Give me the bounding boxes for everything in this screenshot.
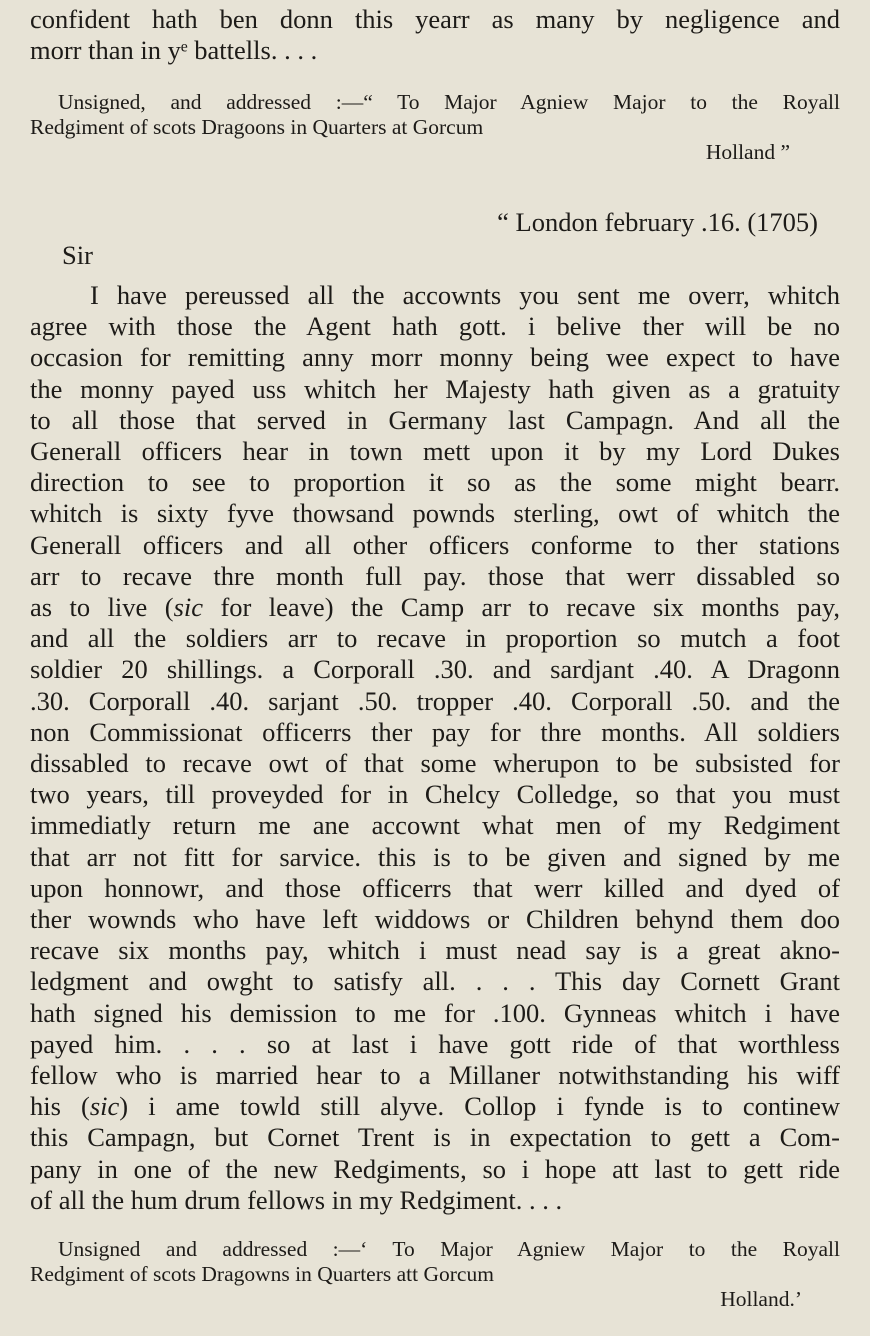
address-line: Unsigned and addressed :—‘ To Major Agniew Major to the Royall (58, 1237, 840, 1261)
body-line: his (sic) i ame towld still alyve. Collop i fynde is to continew (30, 1091, 840, 1122)
body-line: occasion for remitting anny morr monny being wee expect to have (30, 342, 840, 373)
letter-dateline (30, 207, 818, 238)
body-line: dissabled to recave owt of that some wherupon to be subsisted for (30, 748, 840, 779)
address-note-2 (30, 1237, 840, 1312)
body-line: Generall officers and all other officers conforme to ther stations (30, 529, 840, 560)
text-line: confident hath ben donn this yearr as many by negligence and (30, 4, 840, 34)
body-line: whitch is sixty fyve thowsand pownds sterling, owt of whitch the (30, 498, 840, 529)
body-line: the monny payed uss whitch her Majesty hath given as a gratuity (30, 373, 840, 404)
body-line: this Campagn, but Cornet Trent is in expectation to gett a Com- (30, 1122, 840, 1153)
opening-paragraph (30, 4, 840, 66)
address-line: Unsigned, and addressed :—“ To Major Agniew Major to the Royall (58, 90, 840, 114)
body-line: soldier 20 shillings. a Corporall .30. and sardjant .40. A Dragonn (30, 654, 840, 685)
body-line: non Commissionat officerrs ther pay for thre months. All soldiers (30, 716, 840, 747)
text-line: morr than in yᵉ battells. . . . (30, 35, 318, 66)
body-line: and all the soldiers arr to recave in proportion so mutch a foot (30, 623, 840, 654)
body-line: to all those that served in Germany last Campagn. And all the (30, 404, 840, 435)
address-line: Redgiment of scots Dragoons in Quarters at Gorcum (30, 115, 484, 139)
body-line: recave six months pay, whitch i must nead say is a great akno- (30, 935, 840, 966)
letter-body (30, 280, 840, 1216)
body-line: .30. Corporall .40. sarjant .50. tropper .40. Corporall .50. and the (30, 685, 840, 716)
body-line: that arr not fitt for sarvice. this is to be given and signed by me (30, 841, 840, 872)
body-line: ther wownds who have left widdows or Children behynd them doo (30, 904, 840, 935)
address-line: Redgiment of scots Dragowns in Quarters att Gorcum (30, 1262, 494, 1286)
body-line: arr to recave thre month full pay. those that werr dissabled so (30, 560, 840, 591)
body-line: agree with those the Agent hath gott. i belive ther will be no (30, 311, 840, 342)
body-line: pany in one of the new Redgiments, so i hope att last to gett ride (30, 1153, 840, 1184)
body-line: of all the hum drum fellows in my Redgiment. . . . (30, 1184, 563, 1215)
body-line: fellow who is married hear to a Millaner notwithstanding his wiff (30, 1060, 840, 1091)
salutation: Sir (62, 240, 93, 270)
body-line: direction to see to proportion it so as the some might bearr. (30, 467, 840, 498)
body-line: as to live (sic for leave) the Camp arr to recave six months pay, (30, 592, 840, 623)
body-line: hath signed his demission to me for .100. Gynneas whitch i have (30, 997, 840, 1028)
body-line: upon honnowr, and those officerrs that werr killed and dyed of (30, 872, 840, 903)
body-line: two years, till proveyded for in Chelcy Colledge, so that you must (30, 779, 840, 810)
body-line: I have pereussed all the accownts you sent me overr, whitch (90, 280, 840, 310)
address-closing: Holland ” (705, 140, 790, 164)
body-line: Generall officers hear in town mett upon it by my Lord Dukes (30, 436, 840, 467)
dateline: “ London february .16. (1705) (497, 207, 818, 237)
body-line: ledgment and owght to satisfy all. . . . This day Cornett Grant (30, 966, 840, 997)
body-line: payed him. . . . so at last i have gott ride of that worthless (30, 1028, 840, 1059)
address-note-1 (30, 90, 840, 165)
address-closing: Holland.’ (720, 1287, 802, 1311)
body-line: immediatly return me ane accownt what men of my Redgiment (30, 810, 840, 841)
